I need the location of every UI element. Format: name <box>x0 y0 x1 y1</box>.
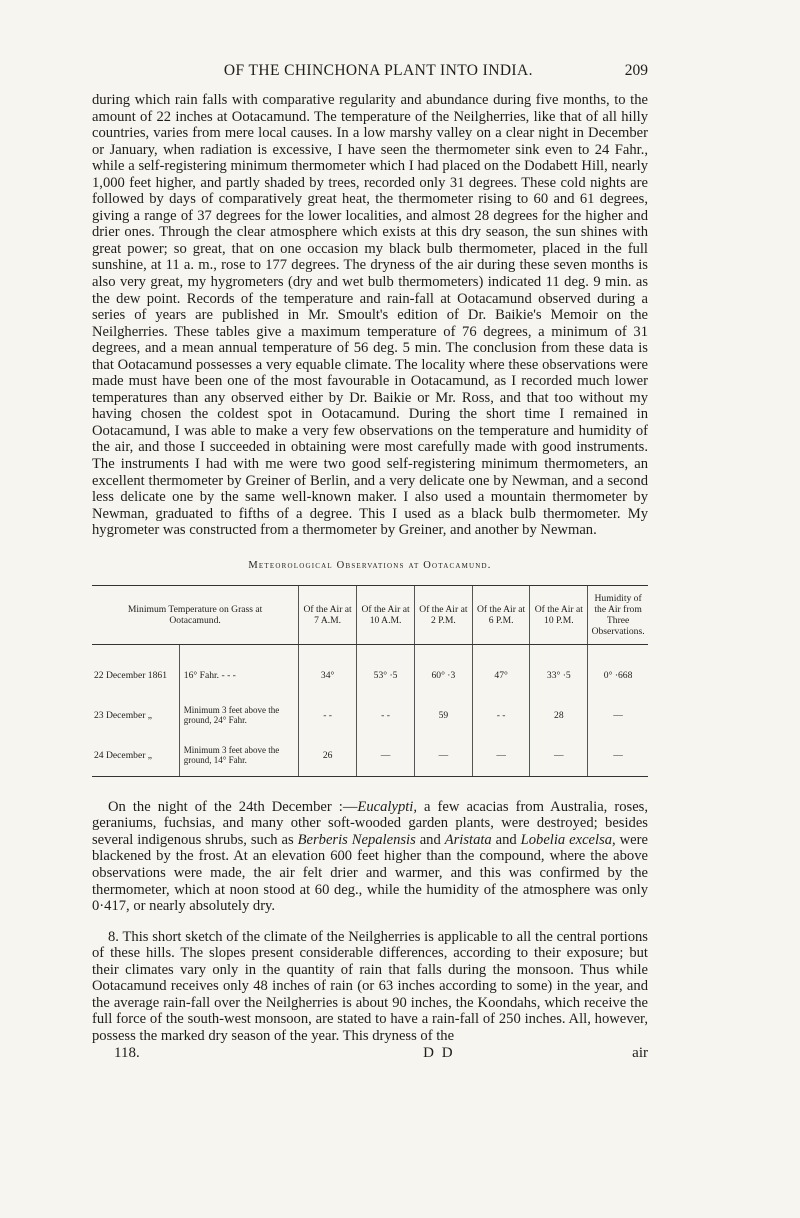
signature-mark: D D <box>423 1045 455 1062</box>
meteorological-table <box>92 585 648 777</box>
row-humidity: — <box>588 736 648 777</box>
paragraph-section-8: 8. This short sketch of the climate of the Neilgherries is applicable to all the central portions of these hills. The slopes present considerable differences, according to their exposure; but their climates vary only in the quantity of rain that falls during the monsoon. Thus while Ootacamund receives only 48 inches of rain (or 63 inches according to some) in the year, and the average rain-fall over the Neilgherries is about 90 inches, the Koondahs, which receive the full force of the south-west monsoon, are stated to have a rain-fall of 250 inches. All, however, possess the marked dry season of the year. This dryness of the <box>92 928 648 1044</box>
text-run: and <box>415 831 445 848</box>
row-air-2pm: — <box>415 736 473 777</box>
header-humidity: Humidity of the Air from Three Observations. <box>588 585 648 644</box>
paragraph-frost-damage <box>92 799 648 915</box>
page-footer <box>92 1045 648 1062</box>
italic-run: Eucalypti, <box>357 798 417 815</box>
row-air-2pm: 59 <box>415 696 473 736</box>
row-air-10pm: — <box>530 736 588 777</box>
row-humidity: 0° ·668 <box>588 644 648 696</box>
row-minimum <box>179 736 298 777</box>
header-air-7am: Of the Air at 7 A.M. <box>299 585 357 644</box>
row-date: 23 December „ <box>92 696 179 736</box>
text-run: a few acacias from Australia, roses, geraniums, fuchsias, and many other soft-wooded garden plants, were destroyed; besides several indigenous shrubs, such as <box>92 798 648 848</box>
table-caption: Meteorological Observations at Ootacamund. <box>248 559 492 571</box>
header-air-2pm: Of the Air at 2 P.M. <box>415 585 473 644</box>
page-header <box>92 62 648 90</box>
table-header-row <box>92 585 648 644</box>
row-air-10am: 53° ·5 <box>357 644 415 696</box>
text-run: On the night of the 24th December :— <box>108 798 358 815</box>
table-row <box>92 644 648 696</box>
row-air-7am: - - <box>299 696 357 736</box>
italic-run: Lobelia excelsa, <box>520 831 616 848</box>
text-run: and <box>491 831 521 848</box>
table-row <box>92 696 648 736</box>
header-air-10pm: Of the Air at 10 P.M. <box>530 585 588 644</box>
row-minimum-note: Minimum 3 feet above the ground, 24° Fahr. <box>183 705 280 726</box>
signature-number: 118. <box>114 1045 140 1062</box>
row-date: 24 December „ <box>92 736 179 777</box>
row-air-2pm: 60° ·3 <box>415 644 473 696</box>
italic-run: Aristata <box>444 831 492 848</box>
row-air-7am: 34° <box>299 644 357 696</box>
row-minimum-note: Minimum 3 feet above the ground, 14° Fahr. <box>183 745 280 766</box>
header-air-6pm: Of the Air at 6 P.M. <box>472 585 530 644</box>
header-air-10am: Of the Air at 10 A.M. <box>357 585 415 644</box>
italic-run: Berberis Nepalensis <box>297 831 416 848</box>
row-air-10pm: 33° ·5 <box>530 644 588 696</box>
row-air-7am: 26 <box>299 736 357 777</box>
row-date: 22 December 1861 <box>92 644 179 696</box>
page-number: 209 <box>624 62 648 79</box>
row-air-6pm: — <box>472 736 530 777</box>
row-air-10pm: 28 <box>530 696 588 736</box>
catchword: air <box>632 1045 648 1062</box>
document-page <box>92 62 648 1062</box>
row-humidity: — <box>588 696 648 736</box>
row-minimum: 16° Fahr. - - - <box>183 670 236 682</box>
row-air-6pm: 47° <box>472 644 530 696</box>
paragraph-climate-observations: during which rain falls with comparative regularity and abundance during five months, to the amount of 22 inches at Ootacamund. The temperature of the Neilgherries, like that of all hilly countries, varies from mere local causes. In a low marshy valley on a clear night in December or January, when radiation is excessive, I have seen the thermometer sink even to 24 Fahr., while a self-registering minimum thermometer which I had placed on the Dodabett Hill, nearly 1,000 feet higher, and partly shaded by trees, recorded only 31 degrees. These cold nights are followed by days of comparatively great heat, the thermometer rising to 60 and 61 degrees, giving a range of 37 degrees for the lower localities, and almost 28 degrees for the higher and drier ones. Through the clear atmosphere which exists at this dry season, the sun shines with great power; so great, that on one occasion my black bulb thermometer, placed in the full sunshine, at 11 a. m., rose to 177 degrees. The dryness of the air during these seven months is also very great, my hygrometers (dry and wet bulb thermometers) indicated 11 deg. 9 min. as the dew point. Records of the temperature and rain-fall at Ootacamund observed during a series of years are published in Mr. Smoult's edition of Dr. Baikie's Memoir on the Neilgherries. These tables give a maximum temperature of 76 degrees, a minimum of 31 degrees, and a mean annual temperature of 56 deg. 5 min. The conclusion from these data is that Ootacamund possesses a very equable climate. The locality where these observations were made must have been one of the most favourable in Ootacamund, as I recorded much lower temperatures than any observed either by Dr. Baikie or Mr. Ross, and that too without my having chosen the coldest spot in Ootacamund. During the short time I remained in Ootacamund, I was able to make a very few observations on the temperature and humidity of the air, and those I succeeded in obtaining were most carefully made with good instruments. The instruments I had with me were two good self-registering minimum thermometers, an excellent thermometer by Greiner of Berlin, and a very delicate one by Newman, and a second less delicate one by the same well-known maker. I also used a mountain thermometer by Newman, graduated to fifths of a degree. This I used as a black bulb thermometer. My hygrometer was constructed from a thermometer by Greiner, and another by Newman. <box>92 92 648 539</box>
row-minimum <box>179 696 298 736</box>
running-title: OF THE CHINCHONA PLANT INTO INDIA. <box>223 62 533 79</box>
header-minimum-temperature: Minimum Temperature on Grass at Ootacamund. <box>92 585 299 644</box>
row-air-10am: — <box>357 736 415 777</box>
text-run: were blackened by the frost. At an elevation 600 feet higher than the compound, where the above observations were made, the air felt drier and warmer, and this was confirmed by the thermometer, which at noon stood at 60 deg., while the humidity of the atmosphere was only 0·417, or nearly absolutely dry. <box>92 831 648 915</box>
row-air-6pm: - - <box>472 696 530 736</box>
row-air-10am: - - <box>357 696 415 736</box>
table-row <box>92 736 648 777</box>
